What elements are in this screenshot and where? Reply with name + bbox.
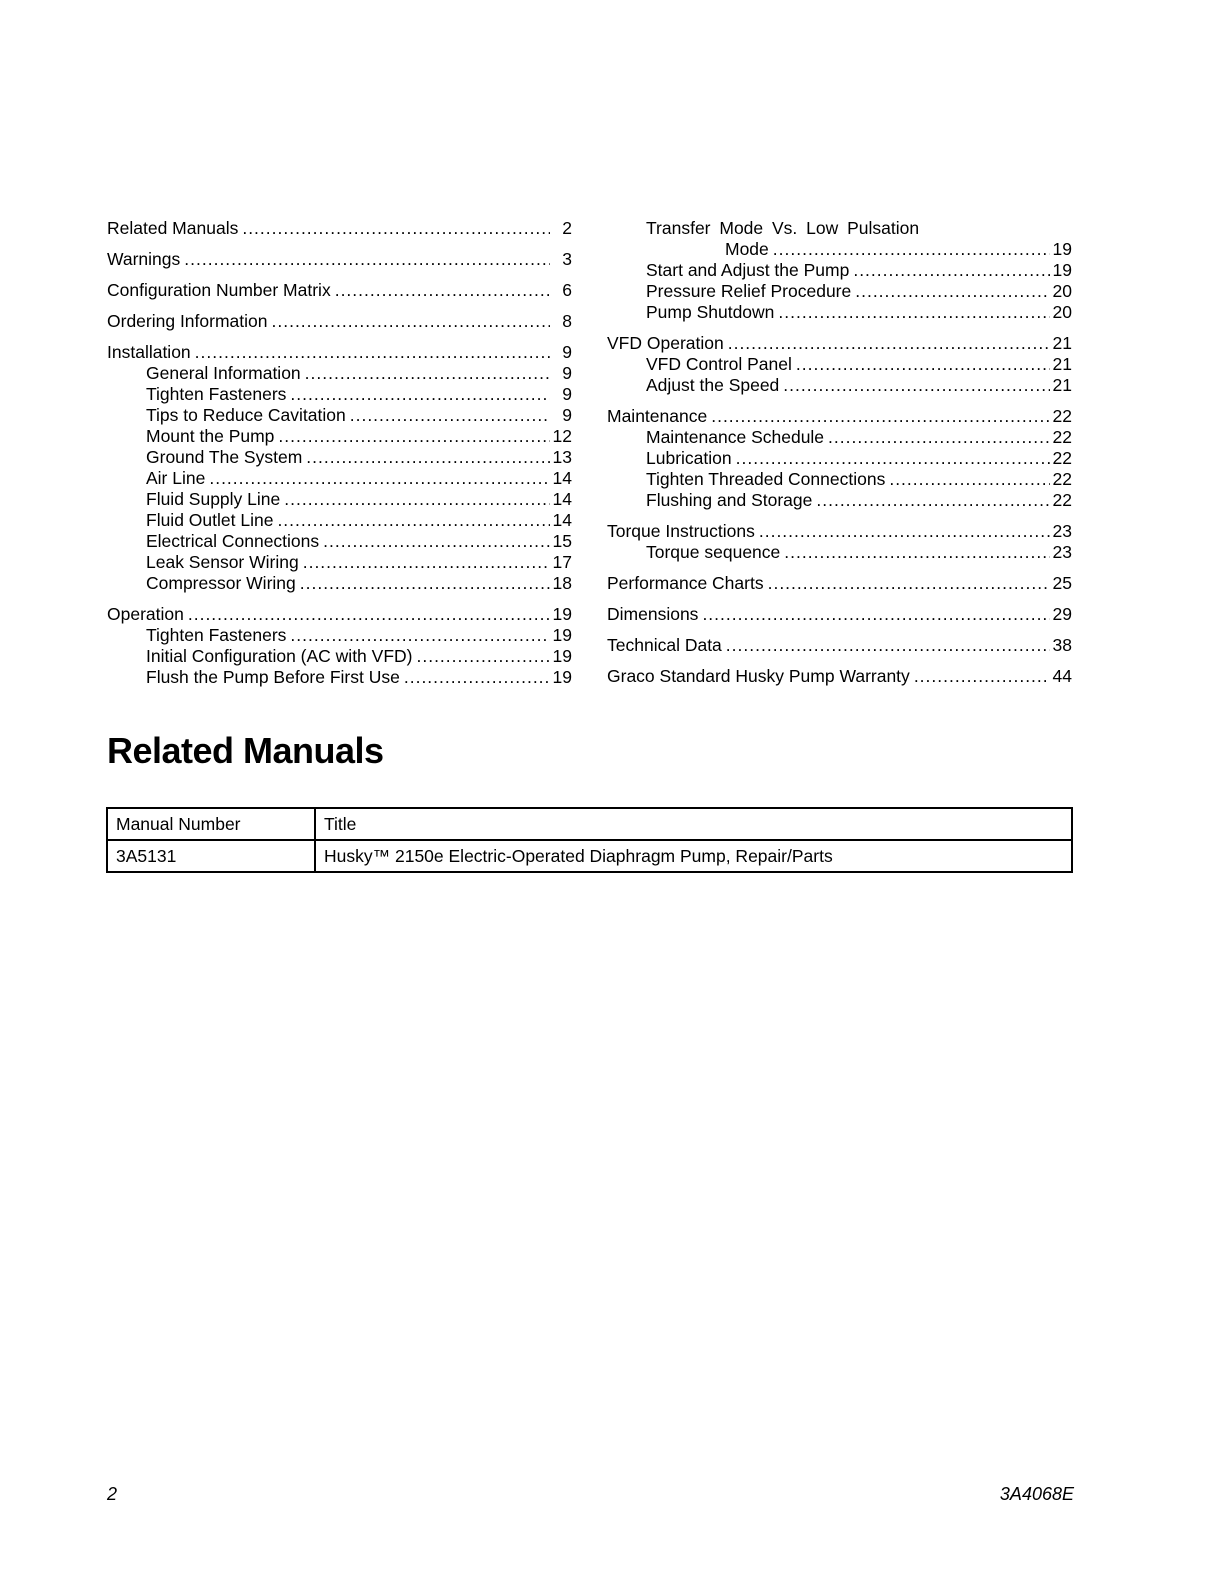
toc-page-number: 3 bbox=[562, 249, 572, 269]
toc-entry-pump-shutdown[interactable] bbox=[607, 302, 1072, 323]
toc-entry-label: General Information bbox=[146, 363, 301, 383]
section-title: Related Manuals bbox=[107, 730, 384, 771]
toc-entry-tighten-fasteners[interactable] bbox=[107, 625, 572, 646]
toc-page-number: 20 bbox=[1052, 302, 1072, 322]
toc-dot-leader bbox=[290, 384, 550, 405]
toc-dot-leader bbox=[306, 447, 550, 468]
toc-dot-leader bbox=[778, 302, 1050, 323]
toc-dot-leader bbox=[889, 469, 1050, 490]
toc-entry-installation[interactable] bbox=[107, 342, 572, 363]
toc-entry-label: Graco Standard Husky Pump Warranty bbox=[607, 666, 910, 686]
toc-page-number: 23 bbox=[1052, 542, 1072, 562]
toc-entry-label: Mount the Pump bbox=[146, 426, 275, 446]
toc-entry-label: Fluid Supply Line bbox=[146, 489, 281, 509]
toc-entry-label: Air Line bbox=[146, 468, 206, 488]
toc-page-number: 20 bbox=[1052, 281, 1072, 301]
toc-dot-leader bbox=[726, 635, 1050, 656]
toc-dot-leader bbox=[853, 260, 1050, 281]
toc-dot-leader bbox=[702, 604, 1050, 625]
toc-dot-leader bbox=[759, 521, 1050, 542]
toc-entry-compressor-wiring[interactable] bbox=[107, 573, 572, 594]
toc-entry-transfer-mode-line2[interactable] bbox=[607, 239, 1072, 260]
toc-entry-tighten-fasteners[interactable] bbox=[107, 384, 572, 405]
table-cell-title: Husky™ 2150e Electric-Operated Diaphragm Pump, Repair/Parts bbox=[315, 840, 1072, 872]
toc-entry-label: Start and Adjust the Pump bbox=[646, 260, 850, 280]
toc-entry-leak-sensor-wiring[interactable] bbox=[107, 552, 572, 573]
toc-entry-label: Pump Shutdown bbox=[646, 302, 775, 322]
toc-entry-air-line[interactable] bbox=[107, 468, 572, 489]
toc-entry-label: Tighten Fasteners bbox=[146, 384, 287, 404]
toc-entry-tighten-threaded-connections[interactable] bbox=[607, 469, 1072, 490]
toc-entry-label: Tips to Reduce Cavitation bbox=[146, 405, 346, 425]
toc-entry-label: Pressure Relief Procedure bbox=[646, 281, 852, 301]
toc-page-number: 21 bbox=[1052, 354, 1072, 374]
toc-entry-start-and-adjust-the-pump[interactable] bbox=[607, 260, 1072, 281]
toc-dot-leader bbox=[209, 468, 550, 489]
toc-entry-label: Initial Configuration (AC with VFD) bbox=[146, 646, 413, 666]
toc-entry-label: Torque Instructions bbox=[607, 521, 755, 541]
toc-entry-label: Lubrication bbox=[646, 448, 732, 468]
toc-page-number: 12 bbox=[552, 426, 572, 446]
toc-dot-leader bbox=[855, 281, 1050, 302]
toc-page-number: 19 bbox=[552, 604, 572, 624]
toc-page-number: 17 bbox=[552, 552, 572, 572]
toc-page-number: 21 bbox=[1052, 375, 1072, 395]
table-header-row bbox=[107, 808, 1072, 840]
toc-entry-flushing-and-storage[interactable] bbox=[607, 490, 1072, 511]
table-row bbox=[107, 840, 1072, 872]
toc-entry-mount-the-pump[interactable] bbox=[107, 426, 572, 447]
toc-page-number: 13 bbox=[552, 447, 572, 467]
toc-entry-graco-standard-husky-pump-warranty[interactable] bbox=[607, 666, 1072, 687]
toc-dot-leader bbox=[711, 406, 1050, 427]
toc-dot-leader bbox=[796, 354, 1050, 375]
toc-entry-label: Maintenance bbox=[607, 406, 708, 426]
toc-entry-label: Ordering Information bbox=[107, 311, 268, 331]
toc-dot-leader bbox=[783, 375, 1050, 396]
toc-entry-performance-charts[interactable] bbox=[607, 573, 1072, 594]
toc-dot-leader bbox=[184, 249, 550, 270]
toc-page-number: 19 bbox=[552, 625, 572, 645]
toc-entry-pressure-relief-procedure[interactable] bbox=[607, 281, 1072, 302]
toc-page-number: 19 bbox=[1052, 260, 1072, 280]
toc-entry-electrical-connections[interactable] bbox=[107, 531, 572, 552]
toc-page-number: 18 bbox=[552, 573, 572, 593]
toc-page-number: 44 bbox=[1052, 666, 1072, 686]
toc-page-number: 14 bbox=[552, 468, 572, 488]
toc-dot-leader bbox=[350, 405, 550, 426]
toc-entry-label: Tighten Threaded Connections bbox=[646, 469, 886, 489]
toc-entry-label: Technical Data bbox=[607, 635, 722, 655]
toc-entry-maintenance[interactable] bbox=[607, 406, 1072, 427]
toc-page-number: 14 bbox=[552, 489, 572, 509]
toc-dot-leader bbox=[773, 239, 1050, 260]
toc-dot-leader bbox=[768, 573, 1050, 594]
toc-dot-leader bbox=[404, 667, 550, 688]
toc-dot-leader bbox=[242, 218, 550, 239]
toc-entry-fluid-supply-line[interactable] bbox=[107, 489, 572, 510]
toc-dot-leader bbox=[828, 427, 1050, 448]
toc-page-number: 9 bbox=[562, 363, 572, 383]
toc-page-number: 19 bbox=[1052, 239, 1072, 259]
toc-entry-general-information[interactable] bbox=[107, 363, 572, 384]
toc-entry-label: Transfer Mode Vs. Low Pulsation bbox=[646, 218, 920, 238]
toc-dot-leader bbox=[914, 666, 1050, 687]
toc-entry-label: Performance Charts bbox=[607, 573, 764, 593]
toc-entry-label: Electrical Connections bbox=[146, 531, 320, 551]
toc-dot-leader bbox=[272, 311, 551, 332]
toc-entry-label: Flush the Pump Before First Use bbox=[146, 667, 400, 687]
toc-dot-leader bbox=[300, 573, 550, 594]
toc-page-number: 14 bbox=[552, 510, 572, 530]
footer-doc-id: 3A4068E bbox=[999, 1484, 1074, 1504]
toc-page-number: 9 bbox=[562, 384, 572, 404]
toc-entry-maintenance-schedule[interactable] bbox=[607, 427, 1072, 448]
toc-entry-vfd-control-panel[interactable] bbox=[607, 354, 1072, 375]
toc-entry-label: Configuration Number Matrix bbox=[107, 280, 331, 300]
toc-entry-fluid-outlet-line[interactable] bbox=[107, 510, 572, 531]
toc-page-number: 21 bbox=[1052, 333, 1072, 353]
toc-entry-configuration-number-matrix[interactable] bbox=[107, 280, 572, 301]
toc-entry-lubrication[interactable] bbox=[607, 448, 1072, 469]
toc-entry-label: Ground The System bbox=[146, 447, 303, 467]
toc-entry-torque-instructions[interactable] bbox=[607, 521, 1072, 542]
toc-page-number: 9 bbox=[562, 405, 572, 425]
toc-entry-label: Tighten Fasteners bbox=[146, 625, 287, 645]
toc-page-number: 19 bbox=[552, 646, 572, 666]
toc-right-column bbox=[607, 218, 1072, 687]
toc-dot-leader bbox=[277, 510, 550, 531]
toc-entry-operation[interactable] bbox=[107, 604, 572, 625]
toc-dot-leader bbox=[303, 552, 550, 573]
toc-entry-label: Operation bbox=[107, 604, 184, 624]
toc-dot-leader bbox=[728, 333, 1050, 354]
toc-entry-label: VFD Control Panel bbox=[646, 354, 792, 374]
toc-page-number: 8 bbox=[562, 311, 572, 331]
toc-page-number: 23 bbox=[1052, 521, 1072, 541]
toc-page-number: 22 bbox=[1052, 448, 1072, 468]
toc-entry-adjust-the-speed[interactable] bbox=[607, 375, 1072, 396]
toc-entry-label: Compressor Wiring bbox=[146, 573, 296, 593]
toc-dot-leader bbox=[290, 625, 550, 646]
toc-page-number: 2 bbox=[562, 218, 572, 238]
toc-page-number: 22 bbox=[1052, 490, 1072, 510]
toc-entry-torque-sequence[interactable] bbox=[607, 542, 1072, 563]
toc-dot-leader bbox=[784, 542, 1050, 563]
toc-entry-label: Adjust the Speed bbox=[646, 375, 780, 395]
toc-entry-label: Leak Sensor Wiring bbox=[146, 552, 299, 572]
toc-entry-vfd-operation[interactable] bbox=[607, 333, 1072, 354]
related-manuals-table bbox=[106, 807, 1073, 873]
toc-entry-technical-data[interactable] bbox=[607, 635, 1072, 656]
toc-entry-ordering-information[interactable] bbox=[107, 311, 572, 332]
toc-page-number: 9 bbox=[562, 342, 572, 362]
toc-page-number: 22 bbox=[1052, 427, 1072, 447]
toc-entry-label: Warnings bbox=[107, 249, 181, 269]
toc-dot-leader bbox=[323, 531, 550, 552]
toc-page-number: 22 bbox=[1052, 406, 1072, 426]
toc-dot-leader bbox=[278, 426, 550, 447]
toc-entry-transfer-mode-line1[interactable] bbox=[607, 218, 1072, 239]
toc-entry-label: Flushing and Storage bbox=[646, 490, 813, 510]
toc-dot-leader bbox=[816, 490, 1050, 511]
toc-entry-label: Related Manuals bbox=[107, 218, 239, 238]
toc-dot-leader bbox=[284, 489, 550, 510]
toc-page-number: 15 bbox=[552, 531, 572, 551]
toc-entry-label: Dimensions bbox=[607, 604, 699, 624]
toc-dot-leader bbox=[305, 363, 550, 384]
toc-dot-leader bbox=[416, 646, 550, 667]
footer-page-number: 2 bbox=[107, 1484, 118, 1504]
toc-dot-leader bbox=[736, 448, 1050, 469]
toc-dot-leader bbox=[188, 604, 550, 625]
table-header-cell: Title bbox=[315, 808, 1072, 840]
toc-entry-ground-the-system[interactable] bbox=[107, 447, 572, 468]
toc-entry-label: Maintenance Schedule bbox=[646, 427, 825, 447]
toc-page-number: 29 bbox=[1052, 604, 1072, 624]
toc-page-number: 22 bbox=[1052, 469, 1072, 489]
toc-entry-dimensions[interactable] bbox=[607, 604, 1072, 625]
toc-page-number: 19 bbox=[552, 667, 572, 687]
toc-left-column bbox=[107, 218, 572, 688]
toc-page-number: 38 bbox=[1052, 635, 1072, 655]
toc-entry-tips-to-reduce-cavitation[interactable] bbox=[107, 405, 572, 426]
toc-page-number: 25 bbox=[1052, 573, 1072, 593]
table-cell-manual-number: 3A5131 bbox=[107, 840, 315, 872]
toc-entry-flush-the-pump-before-first-use[interactable] bbox=[107, 667, 572, 688]
toc-dot-leader bbox=[335, 280, 550, 301]
toc-entry-label: Fluid Outlet Line bbox=[146, 510, 274, 530]
toc-dot-leader bbox=[195, 342, 550, 363]
toc-entry-label: Mode bbox=[725, 239, 769, 259]
toc-page-number: 6 bbox=[562, 280, 572, 300]
toc-entry-label: Installation bbox=[107, 342, 191, 362]
toc-entry-related-manuals[interactable] bbox=[107, 218, 572, 239]
toc-entry-label: Torque sequence bbox=[646, 542, 781, 562]
toc-entry-warnings[interactable] bbox=[107, 249, 572, 270]
table-header-cell: Manual Number bbox=[107, 808, 315, 840]
toc-entry-initial-configuration-ac-with-vfd[interactable] bbox=[107, 646, 572, 667]
toc-entry-label: VFD Operation bbox=[607, 333, 724, 353]
